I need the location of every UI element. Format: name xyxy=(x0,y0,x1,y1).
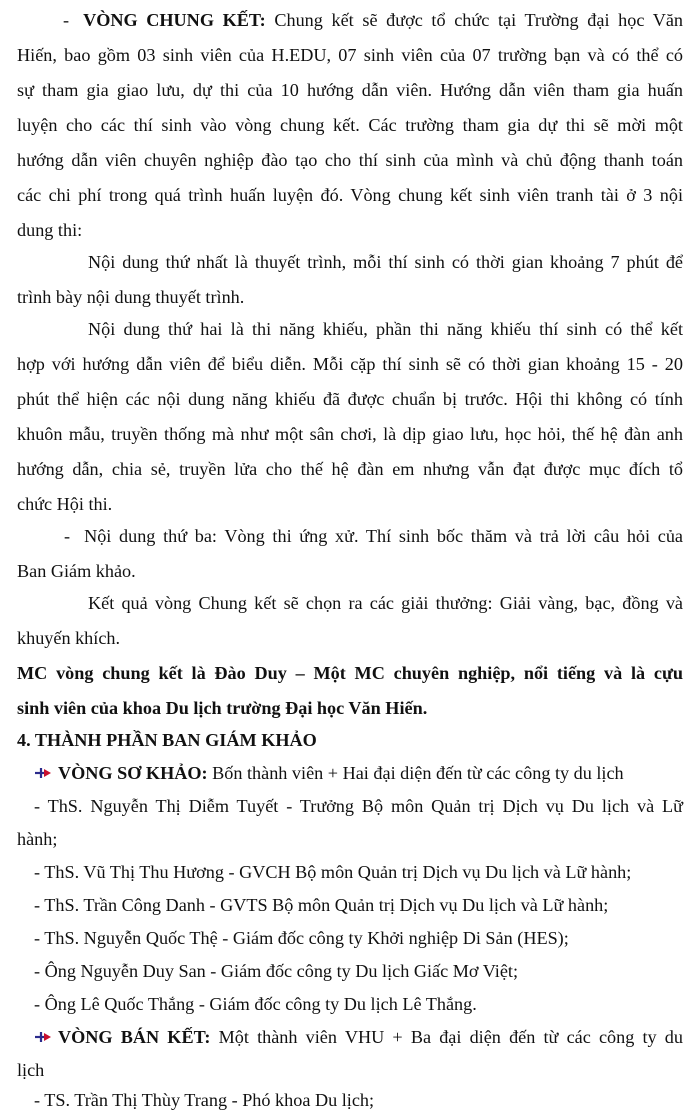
final-round-text: Chung kết sẽ được tổ chức tại Trường đại học Văn xyxy=(274,10,684,30)
prelim-member-3: - ThS. Trần Công Danh - GVTS Bộ môn Quản trị Dịch vụ Du lịch và Lữ hành; xyxy=(34,895,609,915)
dash: - xyxy=(63,10,70,30)
final-round-title: VÒNG CHUNG KẾT: xyxy=(83,10,266,30)
content3-line-1 xyxy=(64,519,683,553)
final-round-line-7: dung thi: xyxy=(17,220,83,240)
final-round-line-1 xyxy=(17,3,683,37)
semi-round-desc: Một thành viên VHU + Ba đại diện đến từ các công ty du xyxy=(218,1027,683,1047)
content1-line-1: Nội dung thứ nhất là thuyết trình, mỗi thí sinh có thời gian khoảng 7 phút để xyxy=(88,252,683,272)
mc-line-2: sinh viên của khoa Du lịch trường Đại học Văn Hiến. xyxy=(17,698,428,718)
prelim-member-1-line-1: - ThS. Nguyễn Thị Diễm Tuyết - Trưởng Bộ môn Quản trị Dịch vụ Du lịch và Lữ xyxy=(34,796,683,816)
arrow-bullet-icon xyxy=(34,1030,52,1044)
final-round-line-4: luyện cho các thí sinh vào vòng chung kết. Các trường tham gia dự thi sẽ mời một xyxy=(17,115,683,135)
semi-round-title: VÒNG BÁN KẾT: xyxy=(58,1027,211,1047)
result-line-2: khuyến khích. xyxy=(17,628,121,648)
content2-line-1: Nội dung thứ hai là thi năng khiếu, phần thi năng khiếu thí sinh có thể kết xyxy=(88,319,683,339)
prelim-member-4: - ThS. Nguyễn Quốc Thệ - Giám đốc công ty Khởi nghiệp Di Sản (HES); xyxy=(34,928,569,948)
dash: - xyxy=(64,526,71,546)
result-line-1: Kết quả vòng Chung kết sẽ chọn ra các giải thưởng: Giải vàng, bạc, đồng và xyxy=(88,593,683,613)
arrow-bullet-icon xyxy=(34,766,52,780)
section-4-heading: 4. THÀNH PHẦN BAN GIÁM KHẢO xyxy=(17,730,317,750)
final-round-line-3: sự tham gia giao lưu, dự thi của 10 hướng dẫn viên. Hướng dẫn viên tham gia huấn xyxy=(17,80,683,100)
content2-line-4: khuôn mẫu, truyền thống mà như một sân chơi, là dịp giao lưu, học hỏi, thế hệ đàn anh xyxy=(17,424,683,444)
prelim-member-5: - Ông Nguyễn Duy San - Giám đốc công ty Du lịch Giấc Mơ Việt; xyxy=(34,961,519,981)
semi-round-line xyxy=(34,1020,683,1054)
final-round-line-6: các chi phí trong quá trình huấn luyện đó. Vòng chung kết sinh viên tranh tài ở 3 nội xyxy=(17,185,683,205)
prelim-round-line xyxy=(34,756,683,790)
prelim-member-1-line-2: hành; xyxy=(17,829,58,849)
final-round-line-2: Hiến, bao gồm 03 sinh viên của H.EDU, 07 sinh viên của 07 trường bạn và có thể có xyxy=(17,45,683,65)
mc-line-1: MC vòng chung kết là Đào Duy – Một MC chuyên nghiệp, nổi tiếng và là cựu xyxy=(17,663,683,683)
semi-member-1: - TS. Trần Thị Thùy Trang - Phó khoa Du lịch; xyxy=(34,1090,375,1110)
content2-line-3: phút thể hiện các nội dung năng khiếu đã được chuẩn bị trước. Hội thi không có tính xyxy=(17,389,683,409)
content2-line-5: hướng dẫn, chia sẻ, truyền lửa cho thế hệ đàn em nhưng vẫn đạt được mục đích tổ xyxy=(17,459,683,479)
content2-line-2: hợp với hướng dẫn viên để biểu diễn. Mỗi cặp thí sinh sẽ có thời gian khoảng 15 - 20 xyxy=(17,354,683,374)
prelim-round-desc: Bốn thành viên + Hai đại diện đến từ các công ty du lịch xyxy=(212,763,624,783)
content1-line-2: trình bày nội dung thuyết trình. xyxy=(17,287,245,307)
final-round-line-5: hướng dẫn viên chuyên nghiệp đào tạo cho thí sinh của mình và chủ động thanh toán xyxy=(17,150,683,170)
content3-line-2: Ban Giám khảo. xyxy=(17,561,136,581)
prelim-member-2: - ThS. Vũ Thị Thu Hương - GVCH Bộ môn Quản trị Dịch vụ Du lịch và Lữ hành; xyxy=(34,862,632,882)
semi-round-desc-line-2: lịch xyxy=(17,1060,45,1080)
prelim-member-6: - Ông Lê Quốc Thắng - Giám đốc công ty Du lịch Lê Thắng. xyxy=(34,994,477,1014)
content2-line-6: chức Hội thi. xyxy=(17,494,113,514)
prelim-round-title: VÒNG SƠ KHẢO: xyxy=(58,763,208,783)
content3-text: Nội dung thứ ba: Vòng thi ứng xử. Thí sinh bốc thăm và trả lời câu hỏi của xyxy=(84,526,683,546)
